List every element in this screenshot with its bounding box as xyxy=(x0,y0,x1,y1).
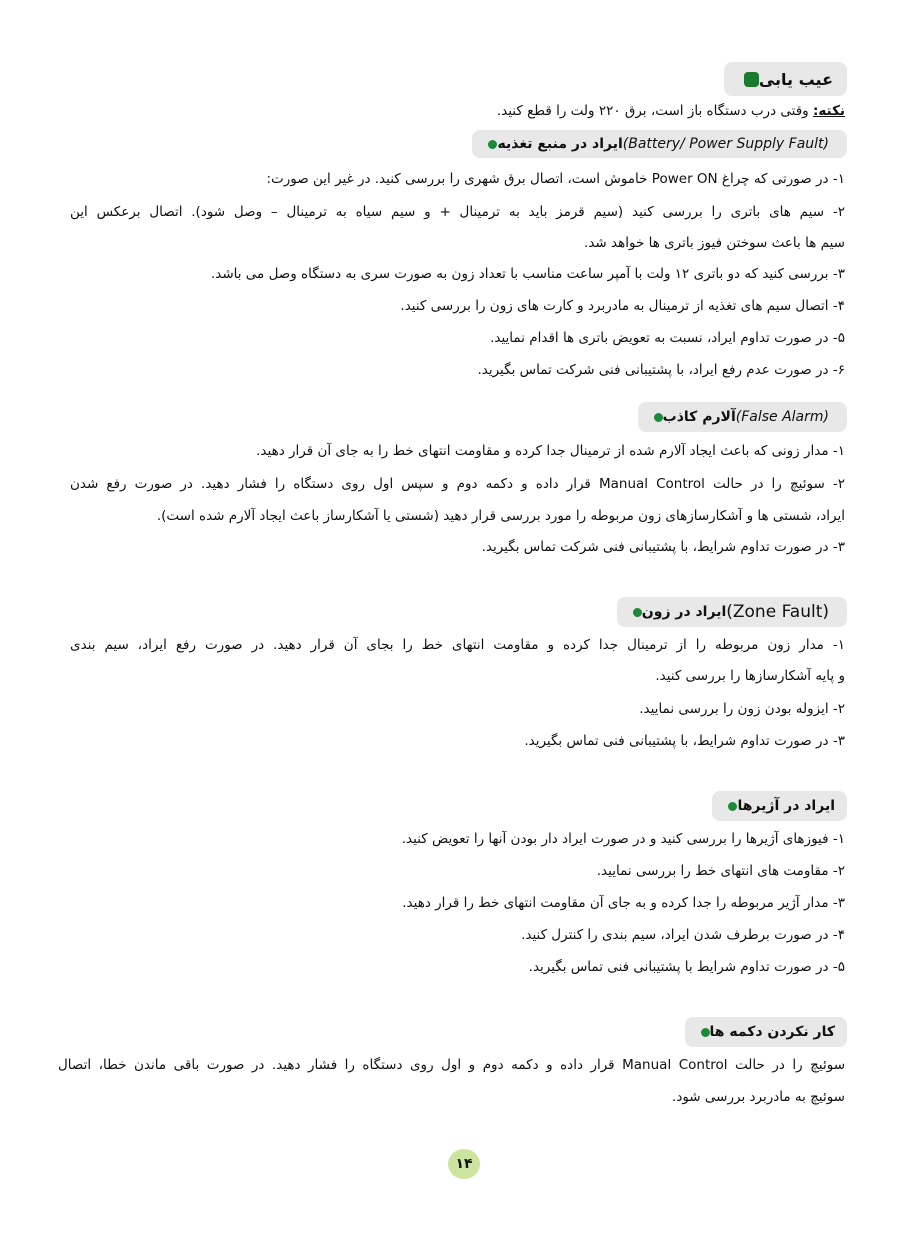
section-header-buttons xyxy=(685,1017,848,1047)
list-item: ۴- اتصال سیم های تغذیه از ترمینال به مادربرد و کارت های زون را بررسی کنید. xyxy=(400,298,845,314)
bullet-icon xyxy=(633,608,642,617)
section-header-power xyxy=(472,130,847,158)
list-item: سوئیچ به مادربرد بررسی شود. xyxy=(672,1089,845,1105)
list-item: ۱- مدار زون مربوطه را از ترمینال جدا کرده و مقاومت انتهای خط را بجای آن قرار دهید. در صورت رفع ایراد، سیم بندی xyxy=(70,637,845,653)
section-title: ایراد در منبع تغذیه xyxy=(497,136,623,152)
section-title: آلارم کاذب xyxy=(662,409,736,425)
list-item: ۵- در صورت تداوم شرایط با پشتیبانی فنی تماس بگیرید. xyxy=(528,959,845,975)
section-title-en: (False Alarm) xyxy=(735,409,829,425)
note xyxy=(497,101,845,121)
section-title: ایراد در زون xyxy=(641,604,727,620)
list-item: ۳- مدار آژیر مربوطه را جدا کرده و به جای آن مقاومت انتهای خط را قرار دهید. xyxy=(402,895,845,911)
list-item: ۲- مقاومت های انتهای خط را بررسی نمایید. xyxy=(596,863,845,879)
list-item: ۲- سیم های باتری را بررسی کنید (سیم قرمز باید به ترمینال + و سیم سیاه به ترمینال – وصل شود). اتصال برعکس این xyxy=(70,204,845,220)
list-item: ۳- در صورت تداوم شرایط، با پشتیبانی فنی تماس بگیرید. xyxy=(524,733,845,749)
note-text: وقتی درب دستگاه باز است، برق ۲۲۰ ولت را قطع کنید. xyxy=(496,103,813,119)
list-item: ایراد، شستی ها و آشکارسازهای زون مربوطه را مورد بررسی قرار دهید (شستی یا آشکارساز باعث ایجاد آلارم شده است). xyxy=(156,508,845,524)
section-title: ایراد در آژیرها xyxy=(737,798,835,814)
list-item: ۲- سوئیچ را در حالت Manual Control قرار داده و دکمه دوم و سپس اول روی دستگاه را فشار دهید. در صورت رفع شدن xyxy=(70,476,845,492)
list-item: ۳- بررسی کنید که دو باتری ۱۲ ولت با آمپر ساعت مناسب با تعداد زون به صورت سری به دستگاه وصل می باشد. xyxy=(210,266,845,282)
list-item: ۱- در صورتی که چراغ Power ON خاموش است، اتصال برق شهری را بررسی کنید. در غیر این صورت: xyxy=(266,171,845,187)
section-header-sirens xyxy=(712,791,847,821)
list-item: سوئیچ را در حالت Manual Control قرار داده و دکمه دوم و اول روی دستگاه را فشار دهید. در صورت باقی ماندن خطا، اتصال xyxy=(58,1057,845,1073)
list-item: ۳- در صورت تداوم شرایط، با پشتیبانی فنی شرکت تماس بگیرید. xyxy=(481,539,845,555)
bullet-icon xyxy=(488,140,497,149)
section-title-en: (Zone Fault) xyxy=(726,602,829,622)
list-item: ۱- فیوزهای آژیرها را بررسی کنید و در صورت ایراد دار بودن آنها را تعویض کنید. xyxy=(401,831,845,847)
section-title-en: (Battery/ Power Supply Fault) xyxy=(622,136,829,152)
list-item: و پایه آشکارسازها را بررسی کنید. xyxy=(655,668,845,684)
section-header-zone xyxy=(617,597,847,627)
list-item: ۵- در صورت تداوم ایراد، نسبت به تعویض باتری ها اقدام نمایید. xyxy=(490,330,845,346)
list-item: ۱- مدار زونی که باعث ایجاد آلارم شده از ترمینال جدا کرده و مقاومت انتهای خط را به جای آن قرار دهید. xyxy=(256,443,845,459)
section-header-false-alarm xyxy=(638,402,847,432)
list-item: ۲- ایزوله بودن زون را بررسی نمایید. xyxy=(639,701,845,717)
list-item: ۴- در صورت برطرف شدن ایراد، سیم بندی را کنترل کنید. xyxy=(521,927,845,943)
page-number: ۱۴ xyxy=(448,1149,480,1179)
bullet-icon xyxy=(728,802,737,811)
page-title-text: عیب یابی xyxy=(758,69,833,89)
bullet-icon xyxy=(654,413,663,422)
section-title: کار نکردن دکمه ها xyxy=(709,1024,835,1040)
list-item: ۶- در صورت عدم رفع ایراد، با پشتیبانی فنی شرکت تماس بگیرید. xyxy=(477,362,845,378)
note-label: نکته: xyxy=(812,103,845,119)
bullet-icon xyxy=(701,1028,710,1037)
page-title xyxy=(724,62,847,96)
list-item: سیم ها باعث سوختن فیوز باتری ها خواهد شد. xyxy=(584,235,845,251)
green-square-icon xyxy=(744,72,759,87)
